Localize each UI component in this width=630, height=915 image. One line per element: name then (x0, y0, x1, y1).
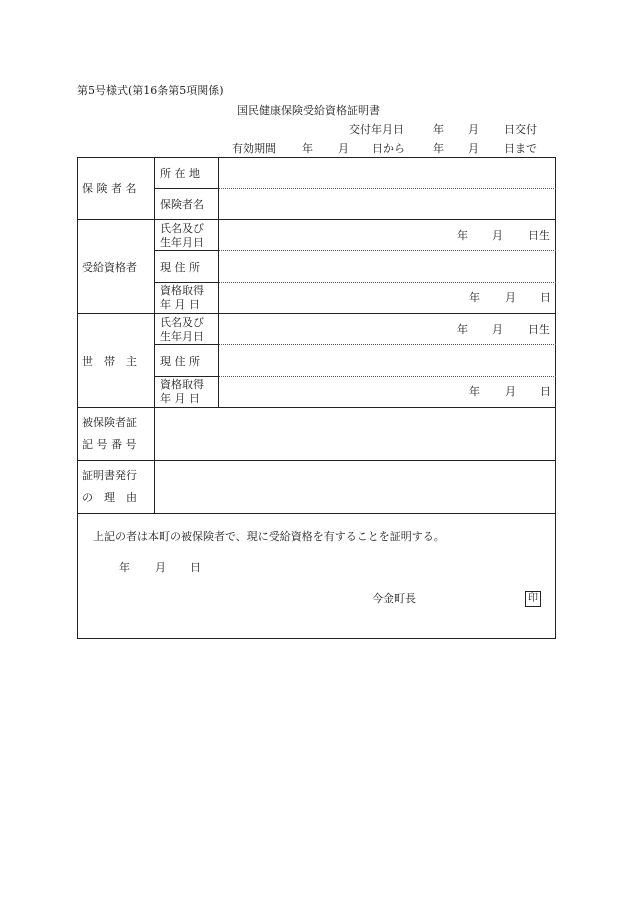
certification-year: 年 (119, 561, 130, 574)
rule (154, 250, 218, 251)
rule (154, 157, 155, 513)
recipient-acquisition-day: 日 (540, 291, 551, 304)
insurer-name-label: 保険者名 (160, 198, 204, 211)
document-title: 国民健康保険受給資格証明書 (237, 104, 380, 117)
rule (77, 219, 556, 220)
validity-from-day: 日から (372, 142, 405, 155)
recipient-birth-day: 日生 (528, 229, 550, 242)
validity-label: 有効期間 (232, 142, 276, 155)
certification-month: 月 (155, 561, 166, 574)
insurer-label: 保 険 者 名 (82, 182, 137, 195)
rule (218, 282, 556, 283)
householder-name-birth-label: 氏名及び (160, 316, 204, 329)
rule (77, 407, 556, 408)
householder-birth-day: 日生 (528, 323, 550, 336)
certification-statement: 上記の者は本町の被保険者で、現に受給資格を有することを証明する。 (93, 530, 445, 543)
recipient-birth-month: 月 (492, 229, 503, 242)
issue-date-label: 交付年月日 (349, 123, 404, 136)
householder-address-label: 現 住 所 (160, 355, 200, 368)
recipient-address-label: 現 住 所 (160, 261, 200, 274)
householder-name-birth-label: 生年月日 (160, 330, 204, 343)
rule (218, 157, 219, 407)
certification-day: 日 (190, 561, 201, 574)
mayor-title: 今金町長 (372, 592, 416, 605)
insured-number-label: 被保険者証 (82, 416, 137, 429)
insured-number-label: 記 号 番 号 (82, 438, 137, 451)
validity-from-year: 年 (302, 142, 313, 155)
householder-acquisition-year: 年 (469, 385, 480, 398)
validity-to-day: 日まで (504, 142, 537, 155)
rule (154, 282, 218, 283)
rule (218, 376, 556, 377)
rule (154, 376, 218, 377)
recipient-acquisition-year: 年 (469, 291, 480, 304)
issue-month-unit: 月 (468, 123, 479, 136)
form-number: 第5号様式(第16条第5項関係) (77, 84, 224, 97)
householder-birth-year: 年 (457, 323, 468, 336)
recipient-acquisition-month: 月 (505, 291, 516, 304)
rule (154, 344, 218, 345)
insurer-address-label: 所 在 地 (160, 167, 200, 180)
rule (77, 513, 556, 514)
issue-reason-label: 証明書発行 (82, 469, 137, 482)
recipient-name-birth-label: 生年月日 (160, 236, 204, 249)
validity-to-year: 年 (433, 142, 444, 155)
householder-label: 世 帯 主 (82, 355, 137, 368)
validity-to-month: 月 (468, 142, 479, 155)
issue-year-unit: 年 (433, 123, 444, 136)
recipient-name-birth-label: 氏名及び (160, 222, 204, 235)
rule (154, 188, 218, 189)
certificate-table (77, 157, 556, 639)
rule (77, 460, 556, 461)
recipient-acquisition-label: 年 月 日 (160, 298, 200, 311)
recipient-acquisition-label: 資格取得 (160, 284, 204, 297)
householder-acquisition-label: 資格取得 (160, 378, 204, 391)
issue-day-unit: 日交付 (504, 123, 537, 136)
seal-mark: 印 (525, 591, 541, 607)
householder-acquisition-label: 年 月 日 (160, 392, 200, 405)
recipient-label: 受給資格者 (82, 261, 137, 274)
recipient-birth-year: 年 (457, 229, 468, 242)
householder-acquisition-day: 日 (540, 385, 551, 398)
householder-birth-month: 月 (492, 323, 503, 336)
rule (218, 188, 556, 189)
issue-reason-label: の 理 由 (82, 491, 137, 504)
validity-from-month: 月 (338, 142, 349, 155)
householder-acquisition-month: 月 (505, 385, 516, 398)
rule (218, 250, 556, 251)
rule (77, 313, 556, 314)
rule (218, 344, 556, 345)
